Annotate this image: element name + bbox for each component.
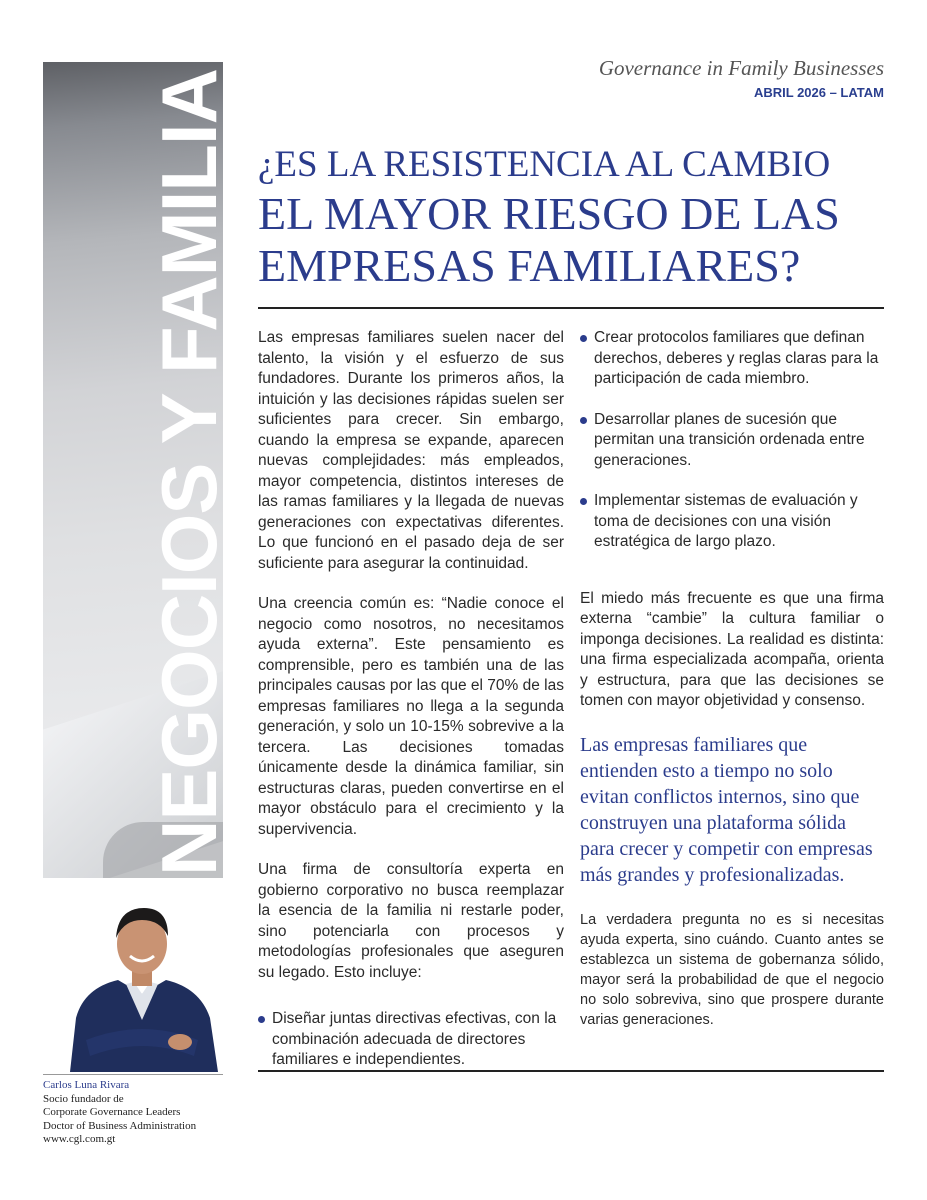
bullet-dot-icon <box>258 1016 265 1023</box>
author-website: www.cgl.com.gt <box>43 1133 116 1145</box>
headline-line-1: ¿ES LA RESISTENCIA AL CAMBIO <box>258 144 831 185</box>
headline-line-3: EMPRESAS FAMILIARES? <box>258 240 801 291</box>
bullet-item <box>580 491 884 553</box>
publication-header <box>599 55 884 103</box>
paragraph: La verdadera pregunta no es si necesitas ayuda experta, sino cuándo. Cuanto antes se establezca un sistema de gobernanza sólido, mayor será la probabilidad de que el negocio no solo sobreviva, sino que prospere durante varias generaciones. <box>580 911 884 1028</box>
bullet-dot-icon <box>580 417 587 424</box>
publication-title: Governance in Family Businesses <box>598 56 884 80</box>
bullet-dot-icon <box>580 498 587 505</box>
paragraph: Una creencia común es: “Nadie conoce el negocio como nosotros, no necesitamos ayuda externa”. Este pensamiento es comprensible, pero es también una de las principales causas por las que el 70% de las empresas familiares no llega a la segunda generación, y solo un 10-15% sobrevive a la tercera. Las decisiones tomadas únicamente desde la dinámica familiar, sin estructuras claras, pueden convertirse en el mayor obstáculo para el crecimiento y la supervivencia. <box>258 595 564 838</box>
author-name: Carlos Luna Rivara <box>43 1079 130 1091</box>
paragraph: Una firma de consultoría experta en gobierno corporativo no busca reemplazar la esencia de la familia ni restarle poder, sino potenciarla con procesos y metodologías profesionales que aseguren su legado. Esto incluye: <box>258 861 564 981</box>
article-headline <box>258 142 898 292</box>
pull-quote: Las empresas familiares que entienden esto a tiempo no solo evitan conflictos internos, sino que construyen una plataforma sólida para crecer y competir con empresas más grandes y profesionalizadas. <box>580 733 873 886</box>
section-vertical-title: NEGOCIOS Y FAMILIA <box>145 69 233 876</box>
bullet-text: Desarrollar planes de sucesión que permitan una transición ordenada entre generaciones. <box>594 410 865 469</box>
author-photo <box>62 890 222 1072</box>
article-column-1 <box>258 328 564 1091</box>
headline-line-2: EL MAYOR RIESGO DE LAS <box>258 188 840 239</box>
bullet-dot-icon <box>580 335 587 342</box>
bullet-list <box>258 1009 564 1071</box>
author-role: Socio fundador de <box>43 1092 124 1105</box>
bullet-text: Diseñar juntas directivas efectivas, con la combinación adecuada de directores familiares e independientes. <box>272 1010 557 1068</box>
caption-divider <box>43 1074 223 1075</box>
author-company: Corporate Governance Leaders <box>43 1106 181 1118</box>
bullet-item <box>580 328 884 390</box>
footer-divider <box>258 1070 884 1072</box>
author-degree: Doctor of Business Administration <box>43 1119 197 1132</box>
headline-divider <box>258 307 884 309</box>
paragraph: El miedo más frecuente es que una firma externa “cambie” la cultura familiar o imponga decisiones. La realidad es distinta: una firma especializada acompaña, orienta y estructura, para que las decisiones se tomen con mayor objetividad y consenso. <box>580 589 884 709</box>
bullet-item <box>580 410 884 472</box>
author-caption <box>43 1079 223 1147</box>
bullet-list <box>580 328 884 553</box>
bullet-text: Implementar sistemas de evaluación y toma de decisiones con una visión estratégica de largo plazo. <box>594 492 858 550</box>
paragraph: Las empresas familiares suelen nacer del talento, la visión y el esfuerzo de sus fundadores. Durante los primeros años, la intuición y las decisiones rápidas suelen ser suficientes para crecer. Sin embargo, cuando la empresa se expande, aparecen nuevas complejidades: más empleados, mayor competencia, distintos intereses de las ramas familiares y la llegada de nuevas generaciones con expectativas diferentes. Lo que funcionó en el pasado deja de ser suficiente para asegurar la continuidad. <box>258 329 564 572</box>
publication-edition: ABRIL 2026 – LATAM <box>753 85 884 100</box>
bullet-item <box>258 1009 564 1071</box>
bullet-text: Crear protocolos familiares que definan derechos, deberes y reglas claras para la participación de cada miembro. <box>594 329 879 387</box>
article-column-2 <box>580 328 884 1050</box>
